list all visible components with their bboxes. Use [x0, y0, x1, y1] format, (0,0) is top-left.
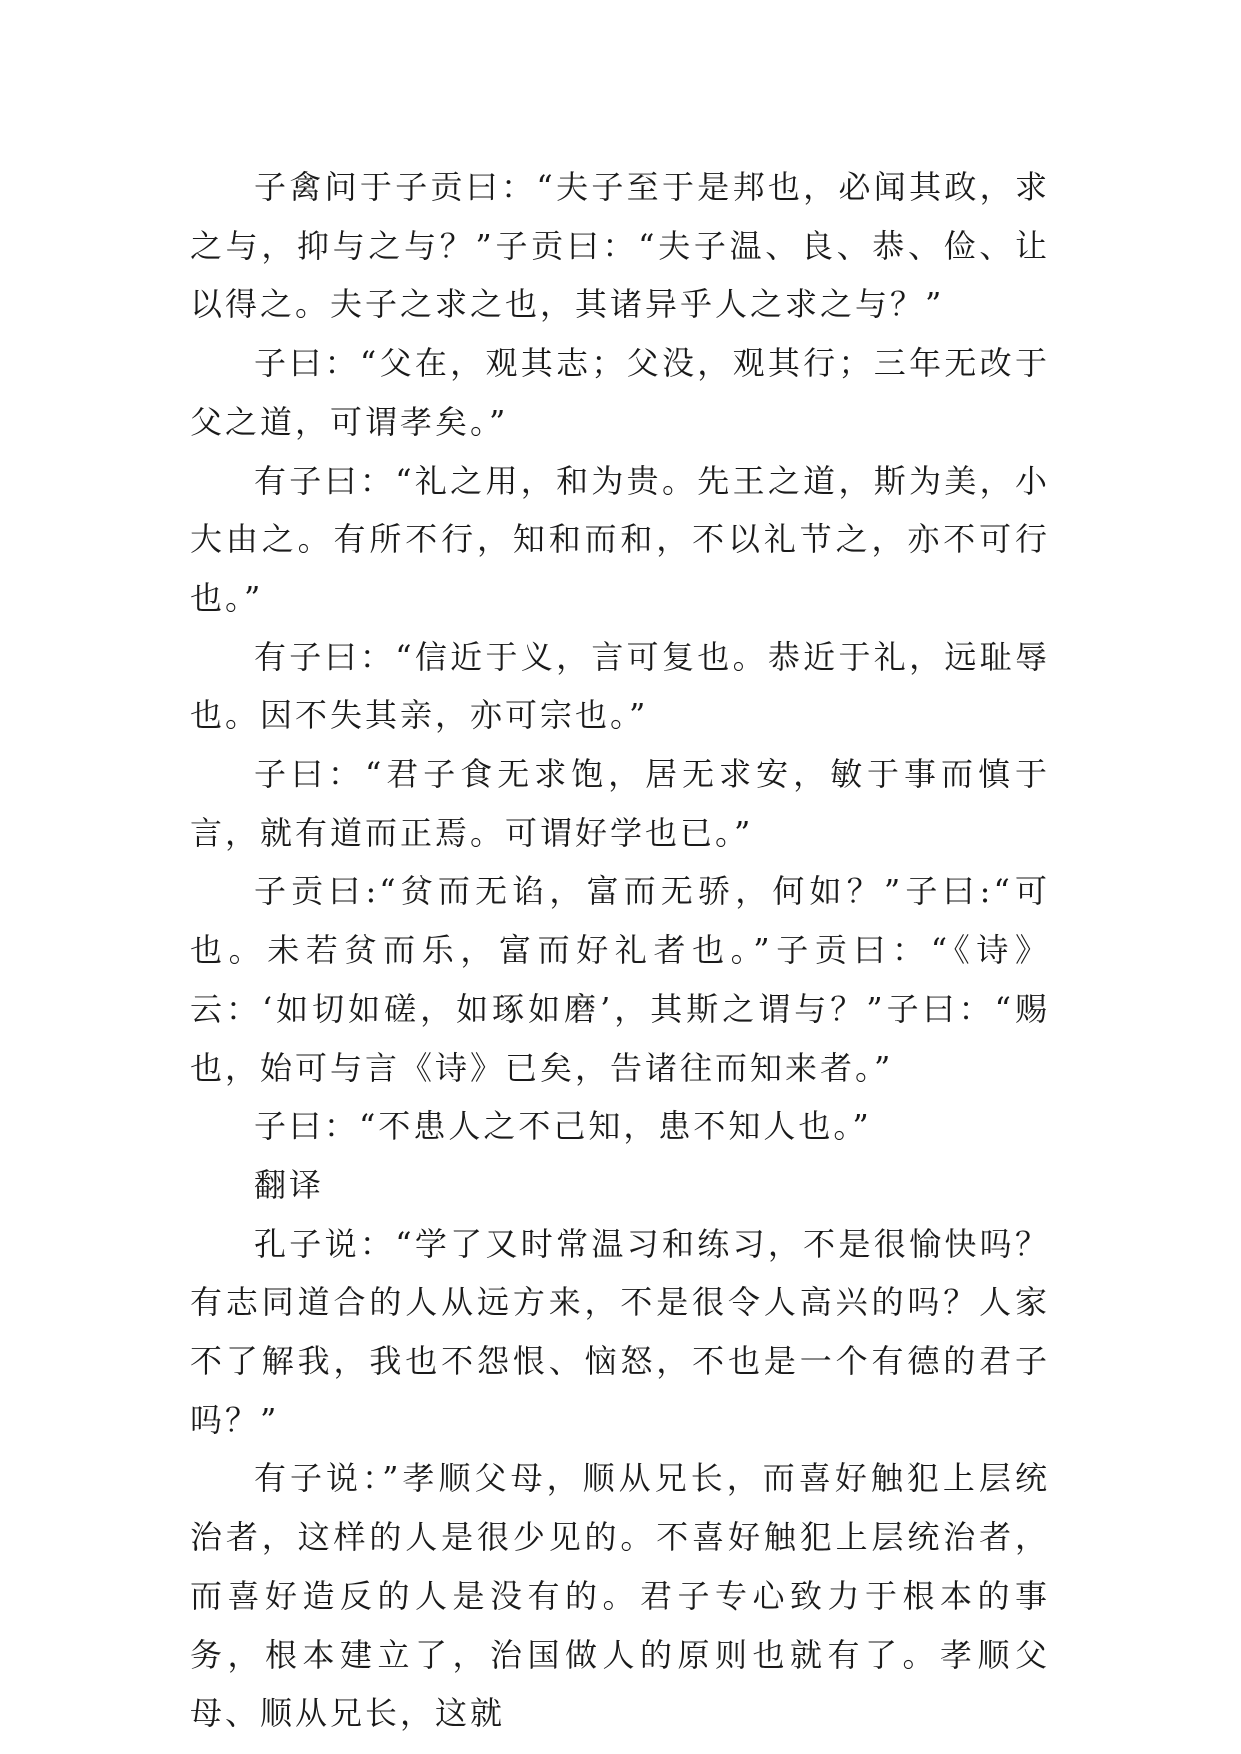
- paragraph-translation-learning: 孔子说：“学了又时常温习和练习，不是很愉快吗？有志同道合的人从远方来，不是很令人高兴的吗？人家不了解我，我也不怨恨、恼怒，不也是一个有德的君子吗？”: [190, 1224, 1050, 1439]
- paragraph-translation-filial-piety: 有子说：”孝顺父母，顺从兄长，而喜好触犯上层统治者，这样的人是很少见的。不喜好触犯上层统治者，而喜好造反的人是没有的。君子专心致力于根本的事务，根本建立了，治国做人的原则也就有了。孝顺父母、顺从兄长，这就: [190, 1459, 1050, 1733]
- paragraph-trust-near-righteousness: 有子曰：“信近于义，言可复也。恭近于礼，远耻辱也。因不失其亲，亦可宗也。”: [190, 637, 1050, 735]
- section-heading-translation: 翻译: [254, 1165, 325, 1204]
- paragraph-poor-without-flattery: 子贡曰:“贫而无谄，富而无骄，何如？”子曰:“可也。未若贫而乐，富而好礼者也。”子贡曰：“《诗》云：‘如切如磋，如琢如磨’，其斯之谓与？”子曰：“赐也，始可与言《诗》已矣，告诸往而知来者。”: [190, 872, 1050, 1087]
- paragraph-not-known-by-others: 子曰：“不患人之不己知，患不知人也。”: [254, 1107, 872, 1146]
- paragraph-gentleman-eats: 子曰：“君子食无求饱，居无求安，敏于事而慎于言，就有道而正焉。可谓好学也已。”: [190, 755, 1050, 852]
- paragraph-ziqin-asks-zigong: 子禽问于子贡曰：“夫子至于是邦也，必闻其政，求之与，抑与之与？”子贡曰：“夫子温、良、恭、俭、让以得之。夫子之求之也，其诸异乎人之求之与？”: [190, 168, 1050, 324]
- paragraph-use-of-ritual: 有子曰：“礼之用，和为贵。先王之道，斯为美，小大由之。有所不行，知和而和，不以礼节之，亦不可行也。”: [190, 461, 1050, 617]
- document-body: [190, 158, 1050, 1743]
- paragraph-father-alive: 子曰：“父在，观其志；父没，观其行；三年无改于父之道，可谓孝矣。”: [190, 344, 1050, 441]
